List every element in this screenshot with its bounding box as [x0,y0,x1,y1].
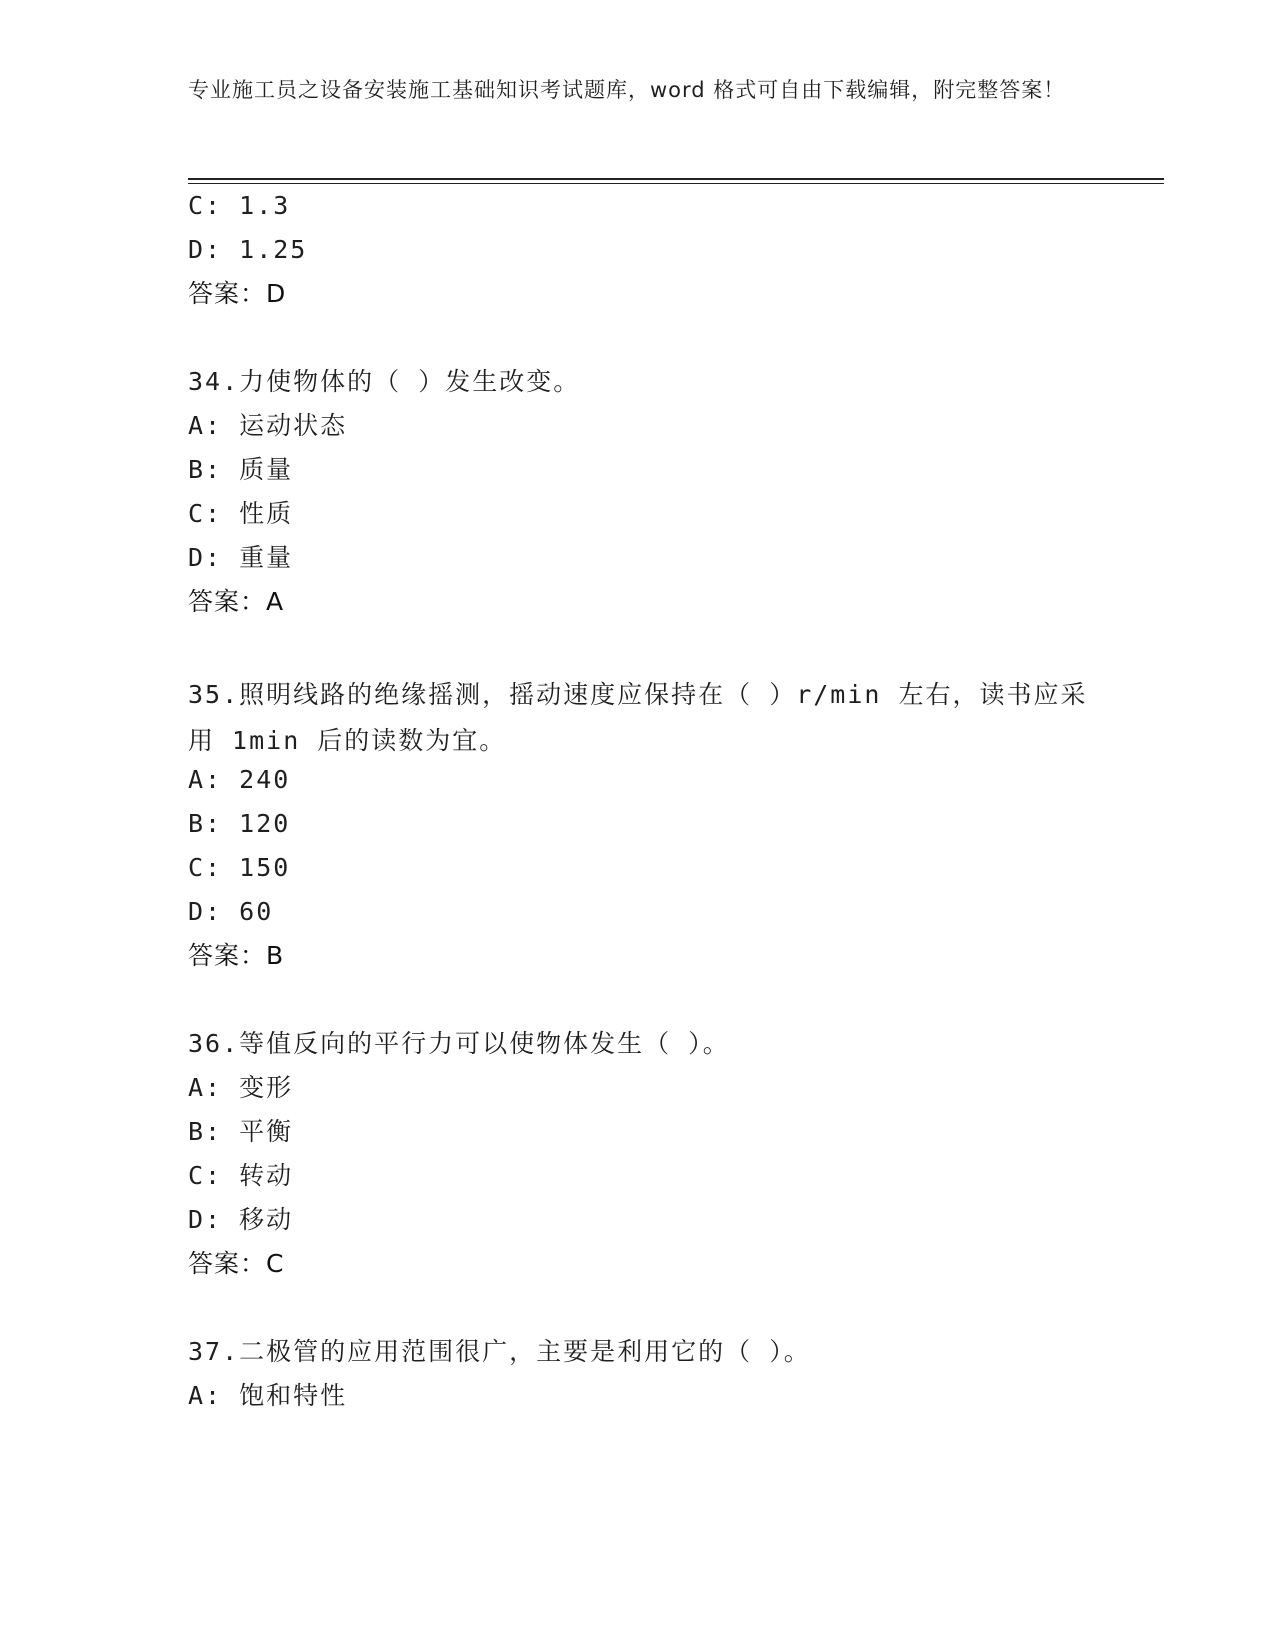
q35-option-a: A: 240 [188,765,291,794]
prev-option-c: C: 1.3 [188,191,291,220]
q36-stem: 36.等值反向的平行力可以使物体发生（ ）。 [188,1029,730,1058]
q36-option-a: A: 变形 [188,1073,294,1102]
q35-answer: 答案：B [188,941,285,970]
q35-option-b: B: 120 [188,809,291,838]
header-divider-thick [188,178,1164,180]
header-divider-thin [188,183,1164,184]
q34-option-d: D: 重量 [188,543,294,572]
prev-answer: 答案：D [188,279,287,308]
q37-option-a: A: 饱和特性 [188,1381,348,1410]
q35-stem: 35.照明线路的绝缘摇测，摇动速度应保持在（ ）r/min 左右，读书应采用 1min 后的读数为宜。 [188,680,1088,755]
q35-option-d: D: 60 [188,897,274,926]
q34-stem: 34.力使物体的（ ）发生改变。 [188,367,581,396]
q34-option-a: A: 运动状态 [188,411,348,440]
q36-answer: 答案：C [188,1249,285,1278]
header-note: 专业施工员之设备安装施工基础知识考试题库，word 格式可自由下载编辑，附完整答案！ [188,78,1066,102]
q36-option-d: D: 移动 [188,1205,294,1234]
q34-option-b: B: 质量 [188,455,294,484]
q36-option-c: C: 转动 [188,1161,294,1190]
q34-answer: 答案：A [188,587,285,616]
q34-option-c: C: 性质 [188,499,294,528]
q35-option-c: C: 150 [188,853,291,882]
prev-option-d: D: 1.25 [188,235,308,264]
q36-option-b: B: 平衡 [188,1117,294,1146]
q37-stem: 37.二极管的应用范围很广，主要是利用它的（ ）。 [188,1337,811,1366]
